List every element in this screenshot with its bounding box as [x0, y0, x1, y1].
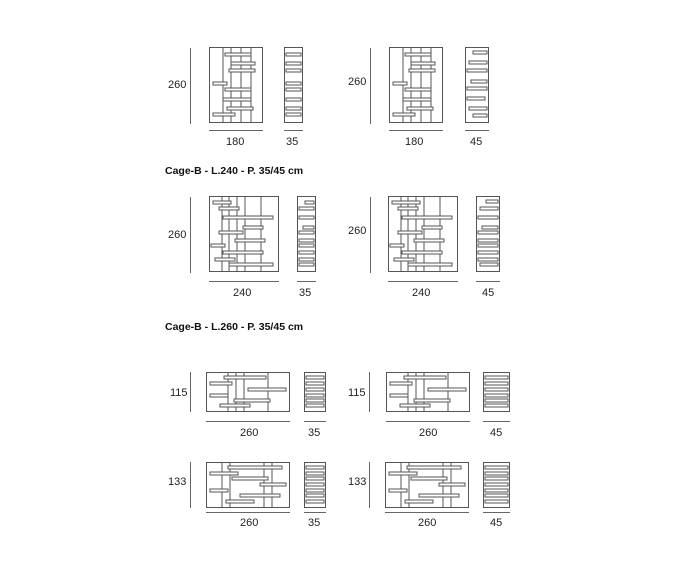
- side-view-drawing: [465, 47, 489, 123]
- length-dimension-line: [389, 130, 443, 131]
- depth-label: 45: [482, 287, 495, 299]
- height-dimension-line: [190, 462, 191, 508]
- depth-label: 35: [286, 136, 299, 148]
- front-view-drawing: [389, 47, 443, 123]
- depth-label: 45: [490, 427, 503, 439]
- side-view-drawing: [284, 47, 303, 123]
- height-dimension-line: [370, 197, 371, 273]
- depth-dimension-line: [465, 130, 489, 131]
- depth-label: 45: [490, 517, 503, 529]
- length-label: 260: [418, 517, 437, 529]
- height-dimension-line: [190, 197, 191, 273]
- depth-dimension-line: [304, 421, 326, 422]
- height-label: 260: [168, 79, 187, 91]
- length-label: 240: [412, 287, 431, 299]
- length-dimension-line: [385, 512, 469, 513]
- height-label: 115: [348, 387, 366, 399]
- height-dimension-line: [370, 48, 371, 124]
- height-label: 133: [168, 476, 187, 488]
- depth-label: 35: [308, 517, 321, 529]
- front-view-drawing: [206, 462, 290, 508]
- depth-dimension-line: [483, 421, 510, 422]
- front-view-drawing: [386, 372, 470, 412]
- side-view-drawing: [483, 462, 510, 508]
- height-dimension-line: [369, 462, 370, 508]
- front-view-drawing: [209, 196, 279, 272]
- depth-label: 35: [308, 427, 321, 439]
- height-dimension-line: [190, 372, 191, 412]
- length-dimension-line: [388, 281, 458, 282]
- height-label: 260: [168, 229, 187, 241]
- height-dimension-line: [369, 372, 370, 412]
- height-label: 115: [170, 387, 188, 399]
- section-heading-l260: Cage-B - L.260 - P. 35/45 cm: [165, 321, 304, 333]
- length-label: 260: [240, 427, 259, 439]
- length-label: 180: [405, 136, 424, 148]
- height-label: 133: [348, 476, 367, 488]
- side-view-drawing: [304, 372, 326, 412]
- depth-dimension-line: [483, 512, 510, 513]
- height-label: 260: [348, 76, 367, 88]
- section-heading-l240: Cage-B - L.240 - P. 35/45 cm: [165, 165, 304, 177]
- length-dimension-line: [206, 421, 290, 422]
- height-label: 260: [348, 225, 367, 237]
- side-view-drawing: [304, 462, 326, 508]
- side-view-drawing: [483, 372, 510, 412]
- length-dimension-line: [206, 512, 290, 513]
- side-view-drawing: [476, 196, 500, 272]
- length-label: 260: [240, 517, 259, 529]
- length-dimension-line: [209, 281, 279, 282]
- depth-dimension-line: [297, 281, 316, 282]
- length-dimension-line: [209, 130, 263, 131]
- height-dimension-line: [190, 48, 191, 124]
- depth-dimension-line: [476, 281, 500, 282]
- length-dimension-line: [386, 421, 470, 422]
- front-view-drawing: [209, 47, 263, 123]
- length-label: 180: [226, 136, 245, 148]
- depth-label: 45: [470, 136, 483, 148]
- front-view-drawing: [206, 372, 290, 412]
- front-view-drawing: [388, 196, 458, 272]
- depth-dimension-line: [284, 130, 303, 131]
- length-label: 260: [419, 427, 438, 439]
- side-view-drawing: [297, 196, 316, 272]
- depth-dimension-line: [304, 512, 326, 513]
- length-label: 240: [233, 287, 252, 299]
- front-view-drawing: [385, 462, 469, 508]
- depth-label: 35: [299, 287, 312, 299]
